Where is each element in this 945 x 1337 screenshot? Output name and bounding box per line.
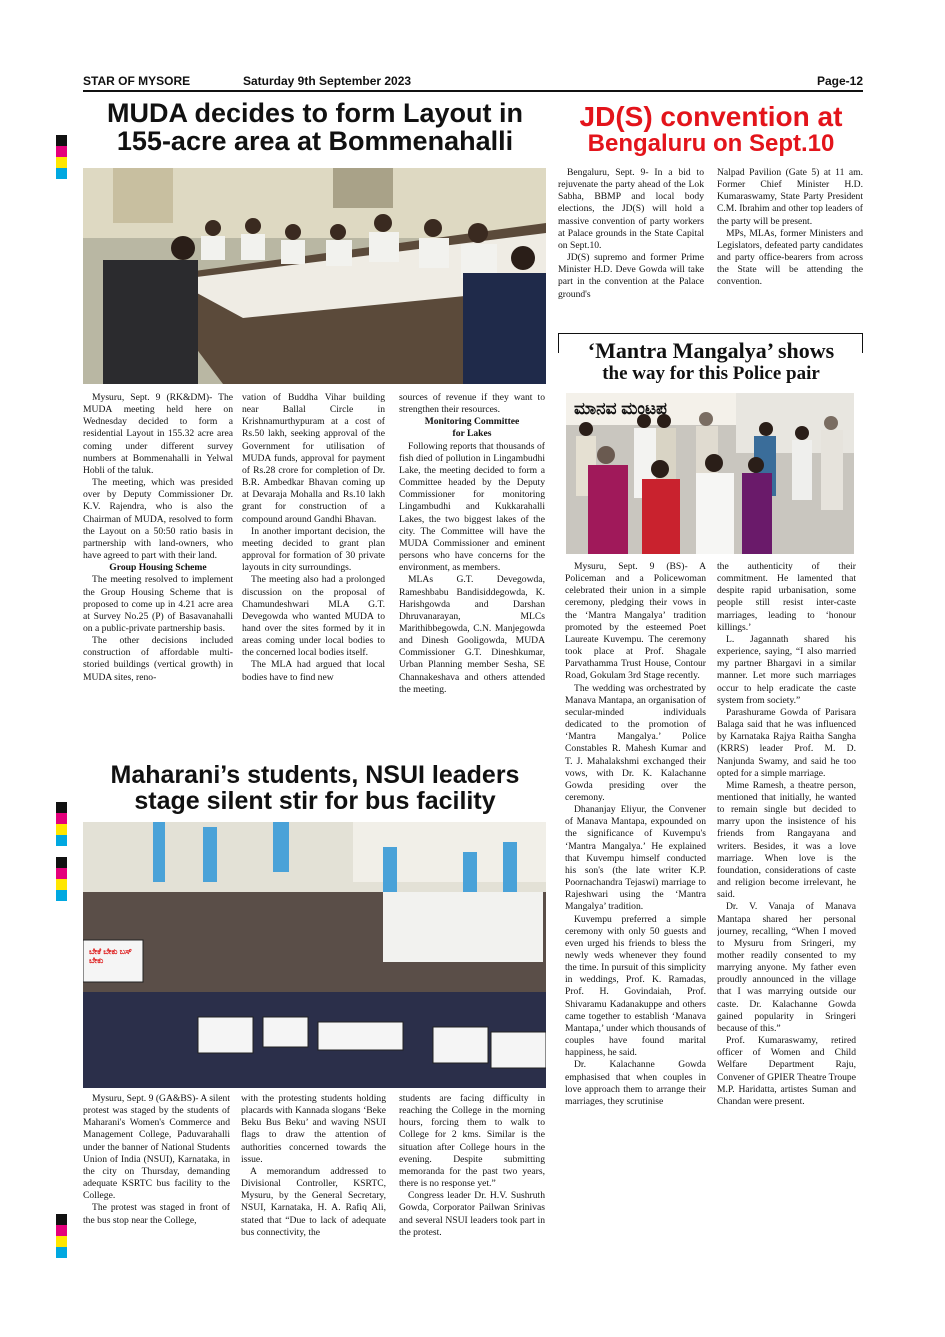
jds-headline xyxy=(556,102,866,157)
muda-column-1 xyxy=(83,392,233,762)
mantra-para: the authenticity of their commitment. He lamented that despite rapid urbanisation, some people still resist inter-caste marriages, leading to ‘honour killings.’ xyxy=(717,561,856,633)
maharani-para: The protest was staged in front of the bus stop near the College, xyxy=(83,1202,230,1226)
maharani-para: students are facing difficulty in reaching the College in the morning hours, forcing them to walk to College for 2 kms. Similar is the situation after College hours in the evening. Despite submitting memoranda for the past two years, there is no response yet.” xyxy=(399,1093,545,1190)
jds-column-2 xyxy=(717,167,863,322)
muda-para: The meeting resolved to implement the Group Housing Scheme that is proposed to come up in 4.21 acre area at Survey No.25 (P) of Basavanahalli on a public-private partnership basis. xyxy=(83,574,233,634)
banner-text: ಮಾನವ ಮಂಟಪ xyxy=(574,399,667,418)
jds-para: MPs, MLAs, former Ministers and Legislators, defeated party candidates and party office-bearers from across the State will be attending the convention. xyxy=(717,227,863,288)
maharani-headline-line1: Maharani’s students, NSUI leaders xyxy=(110,761,520,789)
muda-para: sources of revenue if they want to strengthen their resources. xyxy=(399,392,545,416)
maharani-column-1 xyxy=(83,1093,230,1263)
maharani-para: A memorandum addressed to Divisional Controller, KSRTC, Mysuru, by the General Secretary, NSUI, Karnataka, H. A. Rafiq Ali, stated that “Due to lack of adequate bus connectivity, the xyxy=(241,1165,386,1238)
page-number: Page-12 xyxy=(816,74,863,88)
muda-para: vation of Buddha Vihar building near Ballal Circle in Krishnamurthypuram at a cost of Rs.50 lakh, seeking approval of the Government for utilisation of MUDA funds, approval for payment of Rs.28 crore for completion of Dr. B.R. Ambedkar Bhavan coming up at Devaraja Mohalla and Rs.10 lakh grant for construction of a compound around Gandhi Bhavan. xyxy=(242,392,385,525)
maharani-para: Mysuru, Sept. 9 (GA&BS)- A silent protest was staged by the students of Maharani's Women's Commerce and Management College, Paduvarahalli under the banner of National Students Union of India (NSUI), Karnataka, in the city on Thursday, demanding adequate KSRTC bus facility to the College. xyxy=(83,1093,230,1202)
muda-column-2 xyxy=(242,392,385,762)
paper-name: STAR OF MYSORE xyxy=(83,74,191,88)
jds-column-1 xyxy=(558,167,704,322)
muda-para: The other decisions included construction of affordable multi-storied buildings (vertical growth) in MUDA sites, reno- xyxy=(83,635,233,683)
muda-para: MLAs G.T. Devegowda, Rameshbabu Bandisiddegowda, K. Harishgowda and Darshan Dhruvanarayan, MLCs Marithibbegowda, C.N. Manjegowda and Dinesh Gooligowda, MUDA Commissioner G.T. Dineshkumar, Urban Planning member Sesha, SE Channakeshava and others attended the meeting. xyxy=(399,574,545,695)
jds-para: JD(S) supremo and former Prime Minister H.D. Deve Gowda will take part in the convention at the Palace ground's xyxy=(558,252,704,300)
jds-headline-line1: JD(S) convention at xyxy=(579,101,843,132)
mantra-para: The wedding was orchestrated by Manava Mantapa, an organisation of secular-minded individuals dedicated to the promotion of ‘Mantra Mangalya.’ Police Constables R. Mahesh Kumar and T. J. Mahalakshmi exchanged their vows, with Dr. K. Kalachanne Gowda presiding over the ceremony. xyxy=(565,682,706,803)
maharani-headline-line2: stage silent stir for bus facility xyxy=(134,787,496,816)
muda-para: The meeting also had a prolonged discussion on the proposal of Chamundeshwari MLA G.T. Devegowda who wanted MUDA to hand over the sites formed by it in areas coming under local bodies to the concerned local bodies itself. xyxy=(242,574,385,659)
muda-para: Mysuru, Sept. 9 (RK&DM)- The MUDA meeting held here on Wednesday decided to form a residential Layout in 155.32 acre area coming under different survey numbers at Bommenahalli in Yelwal Hobli of the taluk. xyxy=(83,392,233,476)
mantra-headline-line1: ‘Mantra Mangalya’ shows xyxy=(587,338,835,363)
maharani-headline xyxy=(80,762,550,815)
print-color-bar xyxy=(56,802,67,846)
print-color-bar xyxy=(56,135,67,179)
muda-subhead-lakes: for Lakes xyxy=(452,428,492,440)
muda-headline-line2: 155-acre area at Bommenahalli xyxy=(116,126,514,157)
mantra-para: Prof. Kumaraswamy, retired officer of Women and Child Welfare Department Raju, Convener of GPIER Theatre Troupe M.P. Haridatta, artistes Suman and Chandan were present. xyxy=(717,1035,856,1107)
muda-column-3 xyxy=(399,392,545,762)
mantra-headline-line2: the way for this Police pair xyxy=(602,363,820,385)
protest-photo xyxy=(83,822,546,1088)
protest-photo-svg xyxy=(83,822,546,1088)
muda-para: Following reports that thousands of fish died of pollution in Lingambudhi Lake, the meeting decided to form a Committee headed by the Deputy Commissioner for monitoring Lingambudhi and Kukkarahalli Lakes, the two biggest lakes of the city. The Committee will have the MUDA Commissioner and eminent persons who have concerns for the environment, as members. xyxy=(399,440,545,574)
muda-para: The MLA had argued that local bodies have to find new xyxy=(242,659,385,683)
mantra-para: Parashurame Gowda of Parisara Balaga said that he was influenced by Karnataka Rajya Raitha Sangha (KRRS) leader Prof. M. D. Nanjunda Swamy, and said he too opted for a simple marriage. xyxy=(717,706,856,779)
muda-para: In another important decision, the meeting decided to grant plan approval for formation of 30 private layouts in city surroundings. xyxy=(242,525,385,574)
maharani-para: Congress leader Dr. H.V. Sushruth Gowda, Corporator Pailwan Srinivas and several NSUI leaders took part in the protest. xyxy=(399,1190,545,1238)
meeting-photo-svg xyxy=(83,168,546,384)
print-color-bar xyxy=(56,1214,67,1258)
mantra-para: Mysuru, Sept. 9 (BS)- A Policeman and a Policewoman celebrated their union in a simple ceremony, pledging their vows in the ‘Mantra Mangalya’ tradition promoted by the esteemed Poet Laureate Kuvempu. The ceremony took place at Prof. Shagale Parvathamma Trust House, Contour Road, Gokulam 3rd Stage recently. xyxy=(565,561,706,682)
jds-headline-line2: Bengaluru on Sept.10 xyxy=(587,130,835,158)
muda-subhead-housing: Group Housing Scheme xyxy=(109,562,207,574)
muda-subhead-lakes: Monitoring Committee xyxy=(424,416,520,428)
mantra-column-2 xyxy=(717,561,856,1251)
placard-text: ಬೇಕೆ ಬೇಕು ಬಸ್ ಬೇಕು xyxy=(89,947,132,965)
mantra-column-1 xyxy=(565,561,706,1251)
mantra-para: Dr. Kalachanne Gowda emphasised that when couples in love approach them to arrange their marriages, they scrutinise xyxy=(565,1059,706,1107)
mantra-headline xyxy=(560,338,862,385)
muda-headline-line1: MUDA decides to form Layout in xyxy=(106,98,524,128)
mantra-para: Kuvempu preferred a simple ceremony with only 50 guests and even urged his friends to bless the newly weds whenever they found the time. In pursuit of this simplicity in weddings, Prof. K. Ramadas, Prof. H. Govindaiah, Prof. Shivaramu Kadanakuppe and others came together to establish ‘Manava Mantapa,’ under which thousands of couples have found marital happiness, he said. xyxy=(565,913,706,1059)
header-rule xyxy=(83,90,863,92)
muda-headline xyxy=(80,99,550,156)
muda-meeting-photo xyxy=(83,168,546,384)
maharani-column-2 xyxy=(241,1093,386,1263)
maharani-para: with the protesting students holding placards with Kannada slogans ‘Beke Beku Bus Beku’ and waving NSUI flags to draw the attention of authorities concerned towards the issue. xyxy=(241,1093,386,1165)
mantra-para: Dr. V. Vanaja of Manava Mantapa shared her personal journey, recalling, “When I moved to Mysuru from Sringeri, my mother readily consented to my marrying anyone. My father even proudly announced in the village that I was marrying outside our caste. Dr. Kalachanne Gowda gained popularity in Sringeri because of this.” xyxy=(717,901,856,1034)
jds-para: Bengaluru, Sept. 9- In a bid to rejuvenate the party ahead of the Lok Sabha, BBMP and local body elections, the JD(S) will hold a massive convention of party workers at Palace grounds in the State Capital on Sept.10. xyxy=(558,167,704,251)
wedding-photo xyxy=(566,393,854,554)
muda-para: The meeting, which was presided over by Deputy Commissioner Dr. K.V. Rajendra, who is also the Chairman of MUDA, resolved to form the Layout on a 50:50 ratio basis in partnership with land-owners, who have agreed to part with their land. xyxy=(83,477,233,562)
jds-para: Nalpad Pavilion (Gate 5) at 11 am. Former Chief Minister H.D. Kumaraswamy, State Party President C.M. Ibrahim and other top leaders of the party will be present. xyxy=(717,167,863,227)
issue-date: Saturday 9th September 2023 xyxy=(243,74,412,88)
mantra-para: L. Jagannath shared his experience, saying, “I also married my partner Bhargavi in a similar manner. Let more such marriages occur to help eradicate the caste system from society.” xyxy=(717,633,856,706)
mantra-para: Dhananjay Eliyur, the Convener of Manava Mantapa, expounded on the significance of Kuvempu's ‘Mantra Mangalya.’ He explained that Kuvempu himself conducted his son's (the late writer K.P. Poornachandra Tejaswi) marriage to Rajeshwari using the ‘Mantra Mangalya’ tradition. xyxy=(565,804,706,913)
print-color-bar xyxy=(56,857,67,901)
maharani-column-3 xyxy=(399,1093,545,1263)
mantra-para: Mime Ramesh, a theatre person, mentioned that initially, he wanted to remain single but decided to marry upon the insistence of his friends from Rangayana and writers. Besides, it was a love marriage. When love is the foundation, considerations of caste and religion become irrelevant, he said. xyxy=(717,779,856,901)
